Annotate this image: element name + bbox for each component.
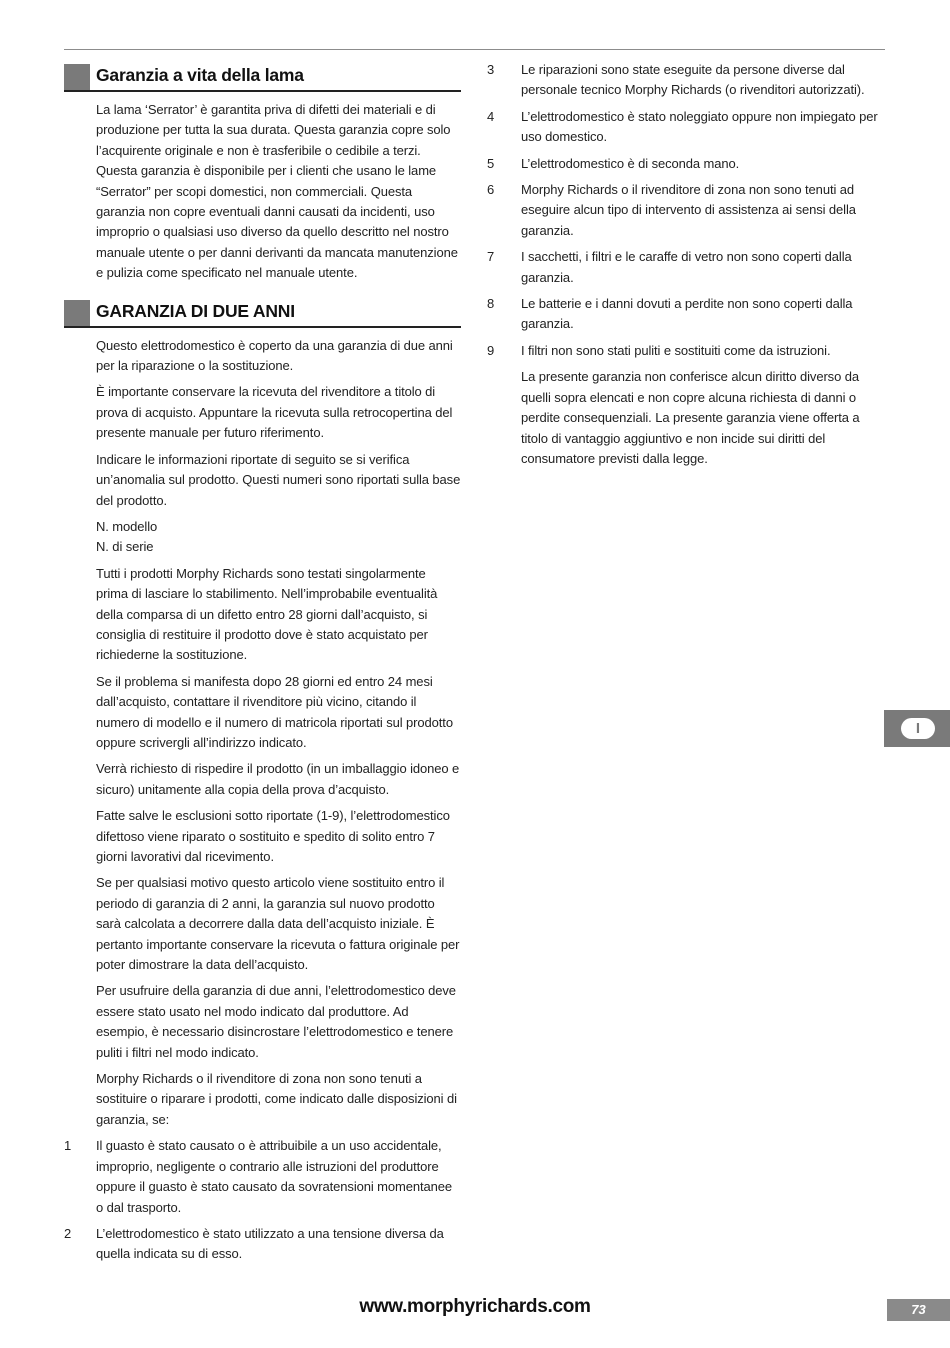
exclusion-item bbox=[487, 60, 887, 101]
exclusion-item bbox=[487, 341, 887, 361]
item-number: 1 bbox=[64, 1138, 72, 1154]
exclusion-item bbox=[487, 180, 887, 241]
page-number: 73 bbox=[887, 1299, 950, 1321]
section-heading-two-year-warranty bbox=[64, 298, 461, 328]
item-number: 5 bbox=[487, 155, 495, 171]
left-column bbox=[64, 62, 461, 1271]
right-column bbox=[487, 60, 887, 475]
language-tab bbox=[884, 710, 950, 747]
item-text: L’elettrodomestico è stato noleggiato oppure non impiegato per uso domestico. bbox=[521, 108, 878, 145]
item-text: Le riparazioni sono state eseguite da persone diverse dal personale tecnico Morphy Richards (o rivenditori autorizzati). bbox=[521, 62, 865, 98]
item-text: L’elettrodomestico è stato utilizzato a una tensione diversa da quella indicata su di esso. bbox=[96, 1225, 444, 1262]
item-number: 8 bbox=[487, 296, 495, 312]
item-text: Morphy Richards o il rivenditore di zona non sono tenuti ad eseguire alcun tipo di intervento di assistenza ai sensi della garanzia. bbox=[521, 182, 856, 238]
exclusion-item bbox=[487, 294, 887, 335]
exclusion-item bbox=[487, 107, 887, 148]
item-number: 3 bbox=[487, 62, 495, 77]
paragraph: Tutti i prodotti Morphy Richards sono testati singolarmente prima di lasciare lo stabilimento. Nell’improbabile eventualità della comparsa di un difetto entro 28 giorni dall’acquisto, si consiglia di restituire il prodotto dove è stato acquistato per richiederne la sostituzione. bbox=[96, 565, 438, 663]
item-text: Il guasto è stato causato o è attribuibile a un uso accidentale, improprio, negligente o contrario alle istruzioni del produttore oppure il guasto è stato causato da sovratensioni momentanee o dal trasporto. bbox=[96, 1138, 453, 1215]
paragraph: Indicare le informazioni riportate di seguito se si verifica un’anomalia sul prodotto. Questi numeri sono riportati sulla base del prodotto. bbox=[96, 451, 461, 508]
heading-marker-block bbox=[64, 300, 90, 326]
item-text: L’elettrodomestico è di seconda mano. bbox=[521, 155, 740, 171]
paragraph: Verrà richiesto di rispedire il prodotto (in un imballaggio idoneo e sicuro) unitamente alla copia della prova d’acquisto. bbox=[96, 761, 460, 797]
language-tab-label: I bbox=[901, 718, 935, 739]
item-number: 7 bbox=[487, 249, 495, 265]
top-rule bbox=[64, 49, 885, 50]
section-heading-blade-warranty bbox=[64, 62, 461, 92]
item-number: 9 bbox=[487, 342, 495, 358]
paragraph: Fatte salve le esclusioni sotto riportate (1-9), l’elettrodomestico difettoso viene riparato o sostituito e spedito di solito entro 7 giorni lavorativi dal ricevimento. bbox=[96, 808, 450, 864]
paragraph: Se il problema si manifesta dopo 28 giorni ed entro 24 mesi dall’acquisto, contattare il rivenditore più vicino, citando il numero di modello e il numero di matricola riportati sul prodotto oppure scrivergli all’indirizzo indicato. bbox=[96, 673, 453, 750]
exclusion-item bbox=[64, 1136, 461, 1218]
section-title: GARANZIA DI DUE ANNI bbox=[96, 300, 295, 321]
paragraph: Se per qualsiasi motivo questo articolo viene sostituito entro il periodo di garanzia di 2 anni, la garanzia sul nuovo prodotto sarà calcolata a decorrere dalla data dell’acquisto iniziale. È pertanto importante conservare la ricevuta o fattura originale per poter dimostrare la data dell’acquisto. bbox=[96, 875, 460, 973]
item-number: 4 bbox=[487, 108, 495, 124]
paragraph: È importante conservare la ricevuta del rivenditore a titolo di prova di acquisto. Appuntare la ricevuta sulla retrocopertina del presente manuale per futuro riferimento. bbox=[96, 384, 453, 441]
item-text: I sacchetti, i filtri e le caraffe di vetro non sono coperti dalla garanzia. bbox=[521, 249, 852, 285]
serial-number-label: N. di serie bbox=[96, 539, 154, 555]
heading-marker-block bbox=[64, 64, 90, 90]
item-text: I filtri non sono stati puliti e sostituiti come da istruzioni. bbox=[521, 342, 831, 358]
exclusion-item bbox=[487, 247, 887, 288]
exclusion-item bbox=[487, 154, 887, 174]
exclusion-item bbox=[64, 1224, 461, 1265]
item-number: 2 bbox=[64, 1225, 72, 1241]
paragraph: Morphy Richards o il rivenditore di zona non sono tenuti a sostituire o riparare i prodotti, come indicato dalle disposizioni di garanzia, se: bbox=[96, 1071, 457, 1127]
item-text: Le batterie e i danni dovuti a perdite non sono coperti dalla garanzia. bbox=[521, 296, 853, 332]
footer-website-url: www.morphyrichards.com bbox=[359, 1296, 591, 1317]
model-number-label: N. modello bbox=[96, 518, 158, 534]
section-title: Garanzia a vita della lama bbox=[96, 65, 304, 85]
item-number: 6 bbox=[487, 182, 495, 198]
paragraph: Questo elettrodomestico è coperto da una garanzia di due anni per la riparazione o la sostituzione. bbox=[96, 337, 453, 374]
closing-paragraph: La presente garanzia non conferisce alcun diritto diverso da quelli sopra elencati e non copre alcuna richiesta di danni o perdite consequenziali. La presente garanzia viene offerta a titolo di vantaggio aggiuntivo e non incide sui diritti del consumatore previsti dalla legge. bbox=[521, 369, 860, 466]
paragraph: Per usufruire della garanzia di due anni, l’elettrodomestico deve essere stato usato nel modo indicato dal produttore. Ad esempio, è necessario disincrostare l’elettrodomestico e tenere puliti i filtri nel modo indicato. bbox=[96, 983, 456, 1060]
paragraph: La lama ‘Serrator’ è garantita priva di difetti dei materiali e di produzione per tutta la sua durata. Questa garanzia copre solo l’acquirente originale e non è trasferibile o cedibile a terzi. Questa garanzia è disponibile per i clienti che usano le lame “Serrator” per scopi domestici, non commerciali. Questa garanzia non copre eventuali danni causati da incidenti, uso improprio o qualsiasi uso diverso da quello descritto nel nostro manuale utente o per danni derivanti da mancata manutenzione e pulizia come specificato nel manuale utente. bbox=[96, 102, 458, 281]
